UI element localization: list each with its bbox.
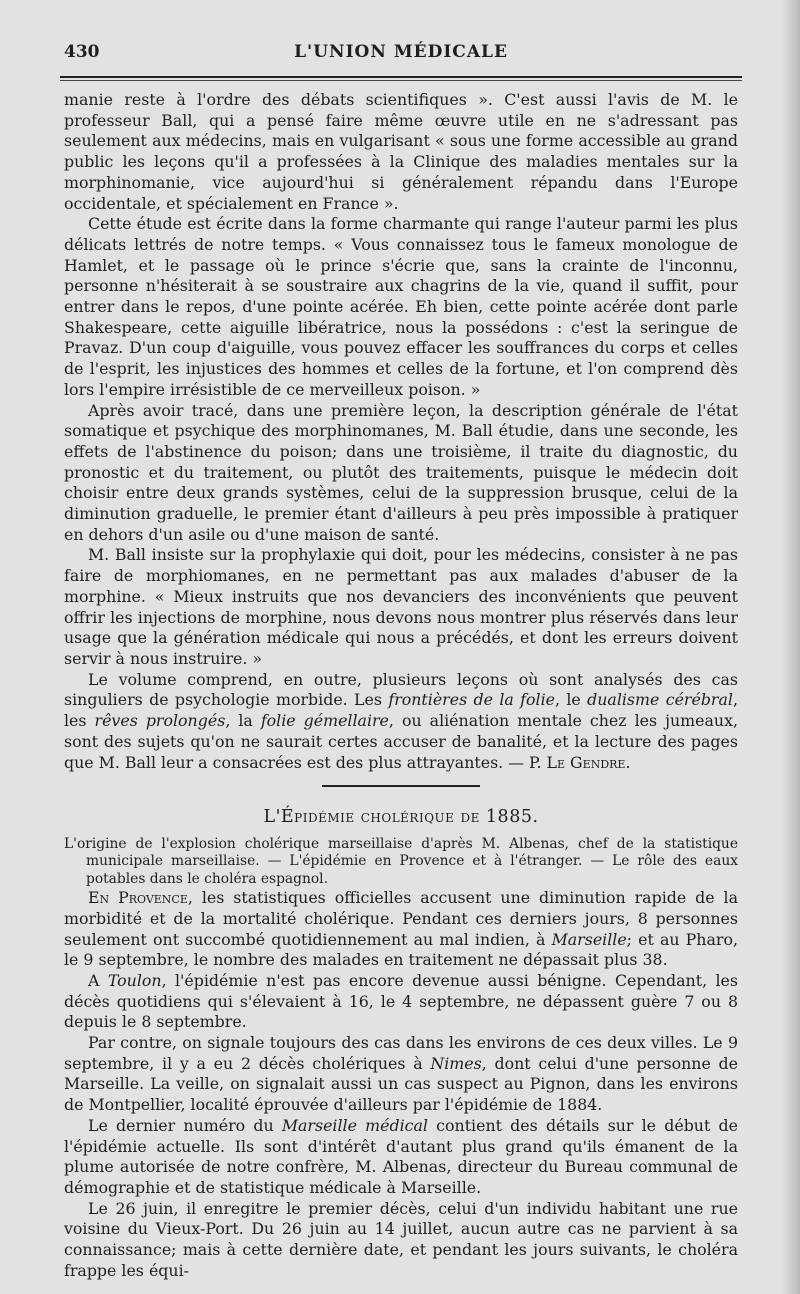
text-run: ; et au Pharo, le 9 septembre, le nombre des malades en traitement ne dépassait plus 38. [64, 929, 738, 970]
italic-run: Marseille médical [281, 1115, 428, 1135]
journal-title: L'UNION MÉDICALE [294, 42, 508, 62]
lead-word: En Provence [88, 888, 188, 908]
italic-run: frontières de la folie [388, 690, 555, 710]
section-separator [322, 785, 480, 787]
text-run: , ou aliénation mentale chez les jumeaux, sont des sujets qu'on ne saurait certes accuser de banalité, et la lecture des pages que M. Ball leur a consacrées est des plus attrayantes. — P. [64, 711, 739, 772]
text-run: contient des détails sur le début de l'épidémie actuelle. Ils sont d'intérêt d'autant plus grand qu'ils émanent de la plume autorisée de notre confrère, M. Albenas, directeur du Bureau communal de démographie et de statistique médicale à Marseille. [64, 1115, 738, 1197]
paragraph-volume [64, 670, 738, 774]
paragraph-hamlet: Cette étude est écrite dans la forme charmante qui range l'auteur parmi les plus délicats lettrés de notre temps. « Vous connaissez tous le fameux monologue de Hamlet, et le passage où le prince s'écrie que, sans la crainte de l'inconnu, personne n'hésiterait à se soustraire aux chagrins de la vie, quand il suffit, pour entrer dans le repos, d'une pointe acérée. Eh bien, cette pointe acérée dont parle Shakespeare, cette aiguille libératrice, nous la possédons : c'est la seringue de Pravaz. D'un coup d'aiguille, vous pouvez effacer les souffrances du corps et celles de l'esprit, les injustices des hommes et celles de la fortune, et l'on comprend dès lors l'empire irrésistible de ce merveilleux poison. » [64, 214, 738, 399]
author-signature: Le Gendre. [546, 752, 631, 772]
text-run: , les statistiques officielles accusent une diminution rapide de la morbidité et de la mortalité cholérique. Pendant ces derniers jours, 8 personnes seulement ont succombé quotidiennement au mal indien, à [64, 888, 738, 949]
paragraph-prophylaxie: M. Ball insiste sur la prophylaxie qui doit, pour les médecins, consister à ne pas faire de morphiomanes, en ne permettant pas aux malades d'abuser de la morphine. « Mieux instruits que nos devanciers des inconvénients que peuvent offrir les injections de morphine, nous devons nous montrer plus réservés dans leur usage que la génération médicale qui nous a précédés, et dont les erreurs doivent servir à nous instruire. » [64, 545, 738, 668]
paragraph-toulon [64, 971, 738, 1033]
text-run: , le [554, 690, 588, 710]
page-number: 430 [64, 42, 100, 62]
italic-run: Nimes [430, 1053, 482, 1073]
text-run: , la [225, 711, 261, 731]
page-edge-shadow [782, 0, 800, 1294]
paragraph-nimes [64, 1033, 738, 1116]
text-run: Le dernier numéro du [88, 1115, 282, 1135]
text-run: Par contre, on signale toujours des cas dans les environs de ces deux villes. Le 9 septembre, il y a eu 2 décès cholériques à [64, 1033, 738, 1073]
article-body [64, 90, 738, 1281]
italic-run: rêves prolongés [94, 711, 226, 731]
section-title: L'Épidémie cholérique de 1885. [263, 807, 539, 828]
text-run: A [88, 970, 108, 990]
text-run: , l'épidémie n'est pas encore devenue aussi bénigne. Cependant, les décès quotidiens qui s'élevaient à 16, le 4 septembre, ne dépassent guère 7 ou 8 depuis le 8 septembre. [64, 970, 739, 1032]
text-run: Le volume comprend, en outre, plusieurs leçons où sont analysés des cas singuliers de psychologie morbide. Les [64, 669, 738, 710]
running-header [64, 34, 738, 60]
text-run: , dont celui d'une personne de Marseille. La veille, on signalait aussi un cas suspect au Pignon, dans les environs de Montpellier, localité éprouvée d'ailleurs par l'épidémie de 1884. [64, 1053, 738, 1115]
italic-run: Toulon [107, 970, 162, 990]
text-run: , les [64, 690, 738, 731]
section-summary: L'origine de l'explosion cholérique marseillaise d'après M. Albenas, chef de la statistique municipale marseillaise. — L'épidémie en Provence et à l'étranger. — Le rôle des eaux potables dans le choléra espagnol. [64, 835, 738, 887]
paragraph-26-juin: Le 26 juin, il enregitre le premier décès, celui d'un individu habitant une rue voisine du Vieux-Port. Du 26 juin au 14 juillet, aucun autre cas ne parvient à sa connaissance; mais à cette dernière date, et pendant les jours suivants, le choléra frappe les équi- [64, 1198, 738, 1280]
paragraph-continuation: manie reste à l'ordre des débats scientifiques ». C'est aussi l'avis de M. le professeur Ball, qui a pensé faire même œuvre utile en ne s'adressant pas seulement aux médecins, mais en vulgarisant « sous une forme accessible au grand public les leçons qu'il a professées à la Clinique des maladies mentales sur la morphinomanie, vice aujourd'hui si généralement répandu dans l'Europe occidentale, et spécialement en France ». [64, 90, 738, 213]
italic-run: folie gémellaire [260, 711, 389, 731]
paragraph-provence [64, 888, 738, 971]
italic-run: dualisme cérébral [587, 690, 733, 710]
paragraph-lecons: Après avoir tracé, dans une première leçon, la description générale de l'état somatique et psychique des morphinomanes, M. Ball étudie, dans une seconde, les effets de l'abstinence du poison; dans une troisième, il traite du diagnostic, du pronostic et du traitement, ou plutôt des traitements, puisque le médecin doit choisir entre deux grands systèmes, celui de la suppression brusque, celui de la diminution graduelle, le premier étant d'ailleurs à peu près impossible à pratiquer en dehors d'un asile ou d'une maison de santé. [64, 400, 738, 544]
italic-run: Marseille [551, 929, 627, 949]
header-rule [60, 76, 742, 81]
paragraph-marseille-medical [64, 1116, 738, 1199]
